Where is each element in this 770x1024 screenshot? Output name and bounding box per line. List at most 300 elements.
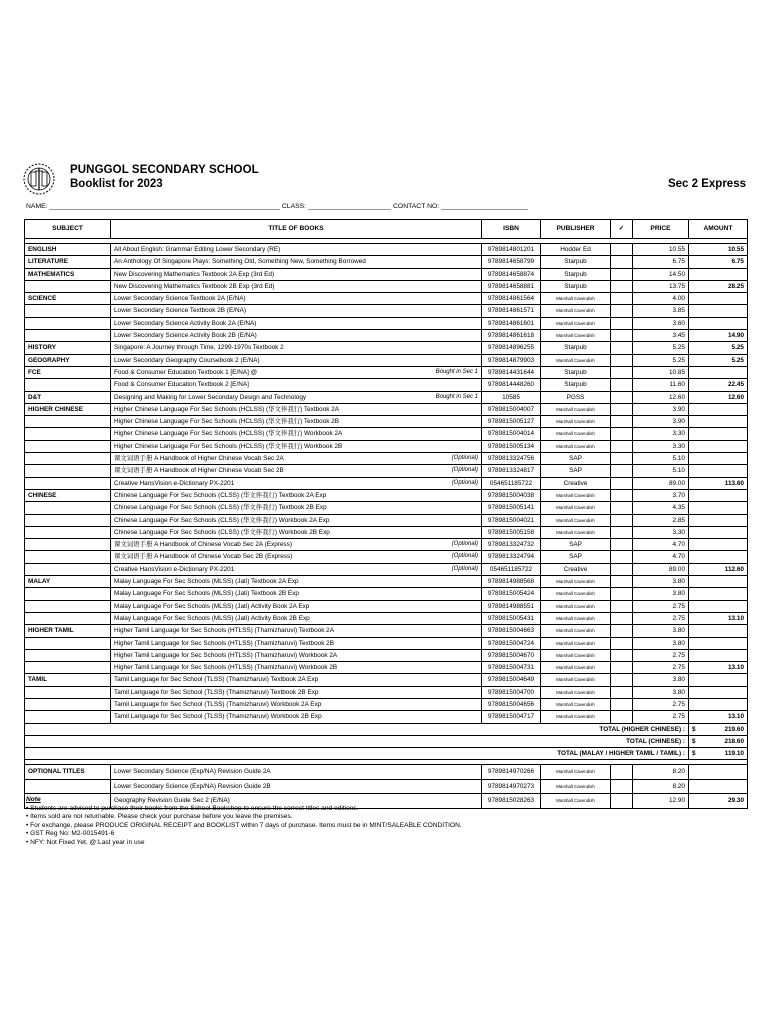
checkbox-cell[interactable] — [611, 686, 633, 698]
book-title: 课文词语手册 A Handbook of Higher Chinese Vocab Sec 2A — [114, 455, 284, 463]
table-row — [25, 662, 748, 674]
amount-cell — [689, 428, 748, 440]
amount-cell — [689, 268, 748, 280]
subject-cell — [25, 698, 111, 710]
book-title: Higher Chinese Language For Sec Schools (HCLSS) (华文伴我行) Workbook 2B — [114, 442, 343, 450]
checkbox-cell[interactable] — [611, 416, 633, 428]
price-cell: 2.75 — [633, 698, 689, 710]
table-row — [25, 293, 748, 305]
isbn-cell: 9789815005158 — [482, 526, 541, 538]
publisher-cell: Marshall Cavendish — [541, 779, 611, 794]
isbn-cell: 9789814970266 — [482, 765, 541, 780]
isbn-cell: 9789815004670 — [482, 649, 541, 661]
price-cell: 2.75 — [633, 662, 689, 674]
checkbox-cell[interactable] — [611, 391, 633, 403]
table-row — [25, 625, 748, 637]
book-note: (Optional) — [451, 541, 478, 548]
book-title: Creative HansVision e-Dictionary PX-2201 — [114, 479, 235, 487]
isbn-cell: 9789813324794 — [482, 551, 541, 563]
book-title: New Discovering Mathematics Textbook 2A Exp (3rd Ed) — [114, 270, 275, 278]
amount-cell — [689, 317, 748, 329]
publisher-cell: Marshall Cavendish — [541, 686, 611, 698]
price-cell: 89.00 — [633, 563, 689, 575]
amount-cell — [689, 440, 748, 452]
publisher-cell: Marshall Cavendish — [541, 794, 611, 809]
isbn-cell: 9789815004717 — [482, 711, 541, 723]
subject-cell: ENGLISH — [25, 244, 111, 256]
isbn-cell: 054651185722 — [482, 477, 541, 489]
amount-cell: 14.90 — [689, 330, 748, 342]
checkbox-cell[interactable] — [611, 637, 633, 649]
book-rows — [25, 244, 748, 724]
book-title-cell — [111, 514, 482, 526]
book-title-cell — [111, 625, 482, 637]
table-row — [25, 502, 748, 514]
total-value: 219.60 — [724, 725, 744, 733]
subject-cell — [25, 477, 111, 489]
isbn-cell: 9789813324817 — [482, 465, 541, 477]
table-header-row — [25, 220, 748, 239]
isbn-cell: 9789813324756 — [482, 453, 541, 465]
checkbox-cell[interactable] — [611, 268, 633, 280]
publisher-cell: Marshall Cavendish — [541, 317, 611, 329]
table-row — [25, 280, 748, 292]
total-row — [25, 748, 748, 760]
student-info-form-line: NAME: _____________________________________________________________ CLASS: ______________________ CONTACT NO: _______________________ — [26, 203, 529, 210]
price-cell: 2.75 — [633, 711, 689, 723]
book-title: Food & Consumer Education Textbook 2 [E/NA] — [114, 381, 249, 389]
checkbox-cell[interactable] — [611, 465, 633, 477]
checkbox-cell[interactable] — [611, 366, 633, 378]
book-title-cell — [111, 649, 482, 661]
isbn-cell: 9789814448260 — [482, 379, 541, 391]
price-cell: 4.00 — [633, 293, 689, 305]
checkbox-cell[interactable] — [611, 440, 633, 452]
note-item: • NFY: Not Fixed Yet, @:Last year in use — [26, 838, 145, 846]
isbn-cell: 9789814658881 — [482, 280, 541, 292]
table-row — [25, 514, 748, 526]
book-title: Malay Language For Sec Schools (MLSS) (Jati) Activity Book 2A Exp — [114, 602, 310, 610]
book-title-cell — [111, 342, 482, 354]
book-title-cell — [111, 588, 482, 600]
isbn-cell: 9789814879903 — [482, 354, 541, 366]
price-cell: 3.85 — [633, 305, 689, 317]
amount-cell: 5.25 — [689, 354, 748, 366]
subject-cell — [25, 317, 111, 329]
subject-cell — [25, 588, 111, 600]
book-title-cell — [111, 637, 482, 649]
book-title: Malay Language For Sec Schools (MLSS) (Jati) Activity Book 2B Exp — [114, 614, 310, 622]
publisher-cell: SAP — [541, 539, 611, 551]
price-cell: 6.75 — [633, 256, 689, 268]
currency-sign: $ — [692, 725, 696, 733]
subject-cell — [25, 612, 111, 624]
amount-cell — [689, 514, 748, 526]
checkbox-cell[interactable] — [611, 477, 633, 489]
subject-cell: HISTORY — [25, 342, 111, 354]
price-cell: 12.90 — [633, 794, 689, 809]
checkbox-cell[interactable] — [611, 379, 633, 391]
column-header-price: PRICE — [633, 220, 689, 239]
table-row — [25, 637, 748, 649]
book-title: Lower Secondary Science Activity Book 2B (E/NA) — [114, 332, 257, 340]
book-title: Higher Tamil Language for Sec Schools (HTLSS) (Thamizharuvi) Workbook 2A — [114, 651, 338, 659]
checkbox-cell[interactable] — [611, 293, 633, 305]
isbn-cell: 9789815004021 — [482, 514, 541, 526]
notes-section — [26, 796, 462, 848]
checkbox-cell[interactable] — [611, 305, 633, 317]
book-title: Higher Tamil Language for Sec Schools (HTLSS) (Thamizharuvi) Textbook 2A — [114, 627, 334, 635]
checkbox-cell[interactable] — [611, 502, 633, 514]
isbn-cell: 9789815004656 — [482, 698, 541, 710]
isbn-cell: 9789815004038 — [482, 489, 541, 501]
checkbox-cell[interactable] — [611, 489, 633, 501]
subject-cell: D&T — [25, 391, 111, 403]
book-title: Chinese Language For Sec Schools (CLSS) (华文伴我行) Workbook 2B Exp — [114, 528, 330, 536]
subject-cell — [25, 514, 111, 526]
amount-cell: 13.10 — [689, 612, 748, 624]
publisher-cell: Marshall Cavendish — [541, 293, 611, 305]
isbn-cell: 054651185722 — [482, 563, 541, 575]
checkbox-cell[interactable] — [611, 539, 633, 551]
amount-cell — [689, 453, 748, 465]
book-title-cell — [111, 416, 482, 428]
checkbox-cell[interactable] — [611, 625, 633, 637]
isbn-cell: 9789814861601 — [482, 317, 541, 329]
price-cell: 8.20 — [633, 765, 689, 780]
publisher-cell: SAP — [541, 465, 611, 477]
book-note: Bought in Sec 1 — [435, 368, 478, 375]
publisher-cell: Marshall Cavendish — [541, 502, 611, 514]
total-value: 218.60 — [724, 737, 744, 745]
price-cell: 4.35 — [633, 502, 689, 514]
amount-cell: 113.60 — [689, 477, 748, 489]
amount-cell — [689, 674, 748, 686]
book-title-cell: Lower Secondary Science (Exp/NA) Revision Guide 2A — [111, 765, 482, 780]
total-row — [25, 723, 748, 735]
document-header — [22, 160, 746, 196]
isbn-cell: 9789814861618 — [482, 330, 541, 342]
subject-cell — [25, 600, 111, 612]
book-title-cell — [111, 244, 482, 256]
table-row — [25, 526, 748, 538]
amount-cell — [689, 649, 748, 661]
price-cell: 89.00 — [633, 477, 689, 489]
isbn-cell: 9789815028263 — [482, 794, 541, 809]
subject-cell — [25, 502, 111, 514]
book-title: Lower Secondary Science Activity Book 2A (E/NA) — [114, 319, 257, 327]
checkbox-cell[interactable] — [611, 453, 633, 465]
checkbox-cell[interactable] — [611, 662, 633, 674]
book-title: Higher Tamil Language for Sec Schools (HTLSS) (Thamizharuvi) Textbook 2B — [114, 639, 334, 647]
publisher-cell: Marshall Cavendish — [541, 588, 611, 600]
book-note: (Optional) — [451, 455, 478, 462]
isbn-cell: 9789814658799 — [482, 256, 541, 268]
checkbox-cell[interactable] — [611, 563, 633, 575]
checkbox-cell[interactable] — [611, 649, 633, 661]
book-title: Lower Secondary Science Textbook 2B (E/NA) — [114, 307, 247, 315]
book-title-cell — [111, 391, 482, 403]
checkbox-cell[interactable] — [611, 674, 633, 686]
price-cell: 11.60 — [633, 379, 689, 391]
subject-cell — [25, 551, 111, 563]
subject-cell — [25, 539, 111, 551]
checkbox-cell[interactable] — [611, 779, 633, 794]
isbn-cell: 10585 — [482, 391, 541, 403]
subject-cell — [25, 711, 111, 723]
table-row — [25, 489, 748, 501]
subject-cell — [25, 428, 111, 440]
book-title: Lower Secondary Geography Coursebook 2 (E/NA) — [114, 356, 260, 364]
price-cell: 3.80 — [633, 576, 689, 588]
publisher-cell: Creative — [541, 563, 611, 575]
book-title-cell — [111, 293, 482, 305]
book-title: Chinese Language For Sec Schools (CLSS) (华文伴我行) Textbook 2B Exp — [114, 504, 327, 512]
checkbox-cell[interactable] — [611, 330, 633, 342]
price-cell: 10.85 — [633, 366, 689, 378]
publisher-cell: Marshall Cavendish — [541, 625, 611, 637]
subject-cell — [25, 563, 111, 575]
book-title-cell — [111, 489, 482, 501]
checkbox-cell[interactable] — [611, 551, 633, 563]
subject-cell: CHINESE — [25, 489, 111, 501]
amount-cell — [689, 779, 748, 794]
book-note: (Optional) — [451, 479, 478, 486]
publisher-cell: Marshall Cavendish — [541, 576, 611, 588]
book-title-cell — [111, 477, 482, 489]
amount-cell — [689, 403, 748, 415]
price-cell: 10.55 — [633, 244, 689, 256]
book-note: (Optional) — [451, 467, 478, 474]
book-title: An Anthology Of Singapore Plays: Something Old, Something New, Something Borrowed — [114, 258, 366, 266]
book-title: Higher Tamil Language for Sec Schools (HTLSS) (Thamizharuvi) Workbook 2B — [114, 664, 338, 672]
price-cell: 2.85 — [633, 514, 689, 526]
amount-cell — [689, 686, 748, 698]
price-cell: 12.60 — [633, 391, 689, 403]
book-title-cell — [111, 686, 482, 698]
price-cell: 3.45 — [633, 330, 689, 342]
amount-cell: 10.55 — [689, 244, 748, 256]
publisher-cell: Marshall Cavendish — [541, 354, 611, 366]
publisher-cell: Marshall Cavendish — [541, 526, 611, 538]
book-title: Tamil Language for Sec School (TLSS) (Thamizharuvi) Workbook 2B Exp — [114, 713, 322, 721]
subject-cell — [25, 453, 111, 465]
isbn-cell: 9789815005134 — [482, 440, 541, 452]
price-cell: 3.30 — [633, 440, 689, 452]
publisher-cell: Marshall Cavendish — [541, 662, 611, 674]
book-title-cell — [111, 256, 482, 268]
book-title: 课文词语手册 A Handbook of Chinese Vocab Sec 2A (Express) — [114, 541, 292, 549]
subject-cell — [25, 662, 111, 674]
checkbox-cell[interactable] — [611, 514, 633, 526]
book-title: Food & Consumer Education Textbook 1 [E/NA] @ — [114, 368, 258, 376]
amount-cell: 5.25 — [689, 342, 748, 354]
isbn-cell: 9789814658874 — [482, 268, 541, 280]
publisher-cell: Marshall Cavendish — [541, 649, 611, 661]
publisher-cell: Marshall Cavendish — [541, 330, 611, 342]
optional-row — [25, 779, 748, 794]
table-row — [25, 576, 748, 588]
publisher-cell: Starpub — [541, 256, 611, 268]
publisher-cell: Marshall Cavendish — [541, 674, 611, 686]
checkbox-cell[interactable] — [611, 317, 633, 329]
price-cell: 5.10 — [633, 453, 689, 465]
publisher-cell: Marshall Cavendish — [541, 489, 611, 501]
book-title: Malay Language For Sec Schools (MLSS) (Jati) Textbook 2A Exp — [114, 578, 299, 586]
column-header-checkmark: ✓ — [611, 220, 633, 239]
amount-cell — [689, 625, 748, 637]
checkbox-cell[interactable] — [611, 256, 633, 268]
checkbox-cell[interactable] — [611, 794, 633, 809]
isbn-cell: 9789814801201 — [482, 244, 541, 256]
publisher-cell: Marshall Cavendish — [541, 440, 611, 452]
book-title: Chinese Language For Sec Schools (CLSS) (华文伴我行) Textbook 2A Exp — [114, 491, 327, 499]
book-title-cell — [111, 440, 482, 452]
price-cell: 4.70 — [633, 539, 689, 551]
book-title: 课文词语手册 A Handbook of Chinese Vocab Sec 2B (Express) — [114, 553, 293, 561]
amount-cell: 28.25 — [689, 280, 748, 292]
table-row — [25, 440, 748, 452]
checkbox-cell[interactable] — [611, 244, 633, 256]
book-title: Lower Secondary Science Textbook 2A (E/NA) — [114, 295, 246, 303]
isbn-cell: 9789814431644 — [482, 366, 541, 378]
checkbox-cell[interactable] — [611, 588, 633, 600]
publisher-cell: Marshall Cavendish — [541, 600, 611, 612]
table-row — [25, 588, 748, 600]
table-row — [25, 563, 748, 575]
isbn-cell: 9789815005431 — [482, 612, 541, 624]
amount-cell — [689, 576, 748, 588]
isbn-cell: 9789815005141 — [482, 502, 541, 514]
price-cell: 5.25 — [633, 354, 689, 366]
subject-cell — [25, 649, 111, 661]
price-cell: 5.25 — [633, 342, 689, 354]
book-title-cell — [111, 268, 482, 280]
price-cell: 13.75 — [633, 280, 689, 292]
book-title-cell: Lower Secondary Science (Exp/NA) Revision Guide 2B — [111, 779, 482, 794]
book-title-cell — [111, 576, 482, 588]
amount-cell — [689, 539, 748, 551]
book-title-cell — [111, 379, 482, 391]
checkbox-cell[interactable] — [611, 280, 633, 292]
subject-cell: TAMIL — [25, 674, 111, 686]
book-title: All About English: Grammar Editing Lower Secondary (RE) — [114, 246, 281, 253]
price-cell: 2.75 — [633, 612, 689, 624]
book-title: Higher Chinese Language For Sec Schools (HCLSS) (华文伴我行) Workbook 2A — [114, 430, 343, 438]
price-cell: 5.10 — [633, 465, 689, 477]
price-cell: 14.50 — [633, 268, 689, 280]
currency-sign: $ — [692, 750, 696, 758]
table-row — [25, 686, 748, 698]
table-row — [25, 698, 748, 710]
table-row — [25, 379, 748, 391]
amount-cell — [689, 588, 748, 600]
checkbox-cell[interactable] — [611, 428, 633, 440]
table-row — [25, 342, 748, 354]
checkbox-cell[interactable] — [611, 342, 633, 354]
publisher-cell: Starpub — [541, 280, 611, 292]
amount-cell — [689, 305, 748, 317]
amount-cell — [689, 366, 748, 378]
isbn-cell: 9789815004649 — [482, 674, 541, 686]
checkbox-cell[interactable] — [611, 698, 633, 710]
checkbox-cell[interactable] — [611, 765, 633, 780]
isbn-cell: 9789814861571 — [482, 305, 541, 317]
isbn-cell: 9789815004731 — [482, 662, 541, 674]
amount-cell — [689, 551, 748, 563]
table-row — [25, 711, 748, 723]
isbn-cell: 9789814988551 — [482, 600, 541, 612]
book-title-cell — [111, 453, 482, 465]
subject-cell: SCIENCE — [25, 293, 111, 305]
checkbox-cell[interactable] — [611, 354, 633, 366]
table-row — [25, 354, 748, 366]
publisher-cell: Starpub — [541, 379, 611, 391]
publisher-cell: Marshall Cavendish — [541, 514, 611, 526]
isbn-cell: 9789815005127 — [482, 416, 541, 428]
amount-cell — [689, 293, 748, 305]
publisher-cell: Marshall Cavendish — [541, 698, 611, 710]
checkbox-cell[interactable] — [611, 403, 633, 415]
total-amount — [689, 748, 748, 760]
table-row — [25, 551, 748, 563]
publisher-cell: SAP — [541, 551, 611, 563]
column-header-title: TITLE OF BOOKS — [111, 220, 482, 239]
total-label: TOTAL (HIGHER CHINESE) : — [25, 723, 689, 735]
isbn-cell: 9789815004700 — [482, 686, 541, 698]
book-title: Malay Language For Sec Schools (MLSS) (Jati) Textbook 2B Exp — [114, 590, 299, 598]
book-title-cell — [111, 280, 482, 292]
checkbox-cell[interactable] — [611, 612, 633, 624]
table-row — [25, 465, 748, 477]
checkbox-cell[interactable] — [611, 711, 633, 723]
price-cell: 3.80 — [633, 588, 689, 600]
publisher-cell: Creative — [541, 477, 611, 489]
publisher-cell: Starpub — [541, 268, 611, 280]
price-cell: 2.75 — [633, 649, 689, 661]
subject-cell — [25, 779, 111, 794]
amount-cell — [689, 502, 748, 514]
subject-cell: MALAY — [25, 576, 111, 588]
table-row — [25, 244, 748, 256]
isbn-cell: 9789815005424 — [482, 588, 541, 600]
table-row — [25, 317, 748, 329]
isbn-cell: 9789813324732 — [482, 539, 541, 551]
book-title-cell — [111, 428, 482, 440]
total-label: TOTAL (MALAY / HIGHER TAMIL / TAMIL) : — [25, 748, 689, 760]
publisher-cell: Marshall Cavendish — [541, 305, 611, 317]
table-row — [25, 600, 748, 612]
table-row — [25, 477, 748, 489]
total-value: 119.10 — [724, 750, 744, 758]
amount-cell — [689, 600, 748, 612]
table-row — [25, 416, 748, 428]
price-cell: 3.70 — [633, 489, 689, 501]
isbn-cell: 9789814861564 — [482, 293, 541, 305]
publisher-cell: Marshall Cavendish — [541, 428, 611, 440]
amount-cell — [689, 465, 748, 477]
subject-cell: OPTIONAL TITLES — [25, 765, 111, 780]
subject-cell — [25, 440, 111, 452]
checkbox-cell[interactable] — [611, 526, 633, 538]
note-item: • Students are advised to purchase their books from the School Bookshop to ensure the correct titles and editions. — [26, 804, 359, 812]
book-title-cell — [111, 317, 482, 329]
checkbox-cell[interactable] — [611, 600, 633, 612]
total-amount — [689, 723, 748, 735]
checkbox-cell[interactable] — [611, 576, 633, 588]
notes-title: Note — [26, 796, 41, 803]
subject-cell: FCE — [25, 366, 111, 378]
